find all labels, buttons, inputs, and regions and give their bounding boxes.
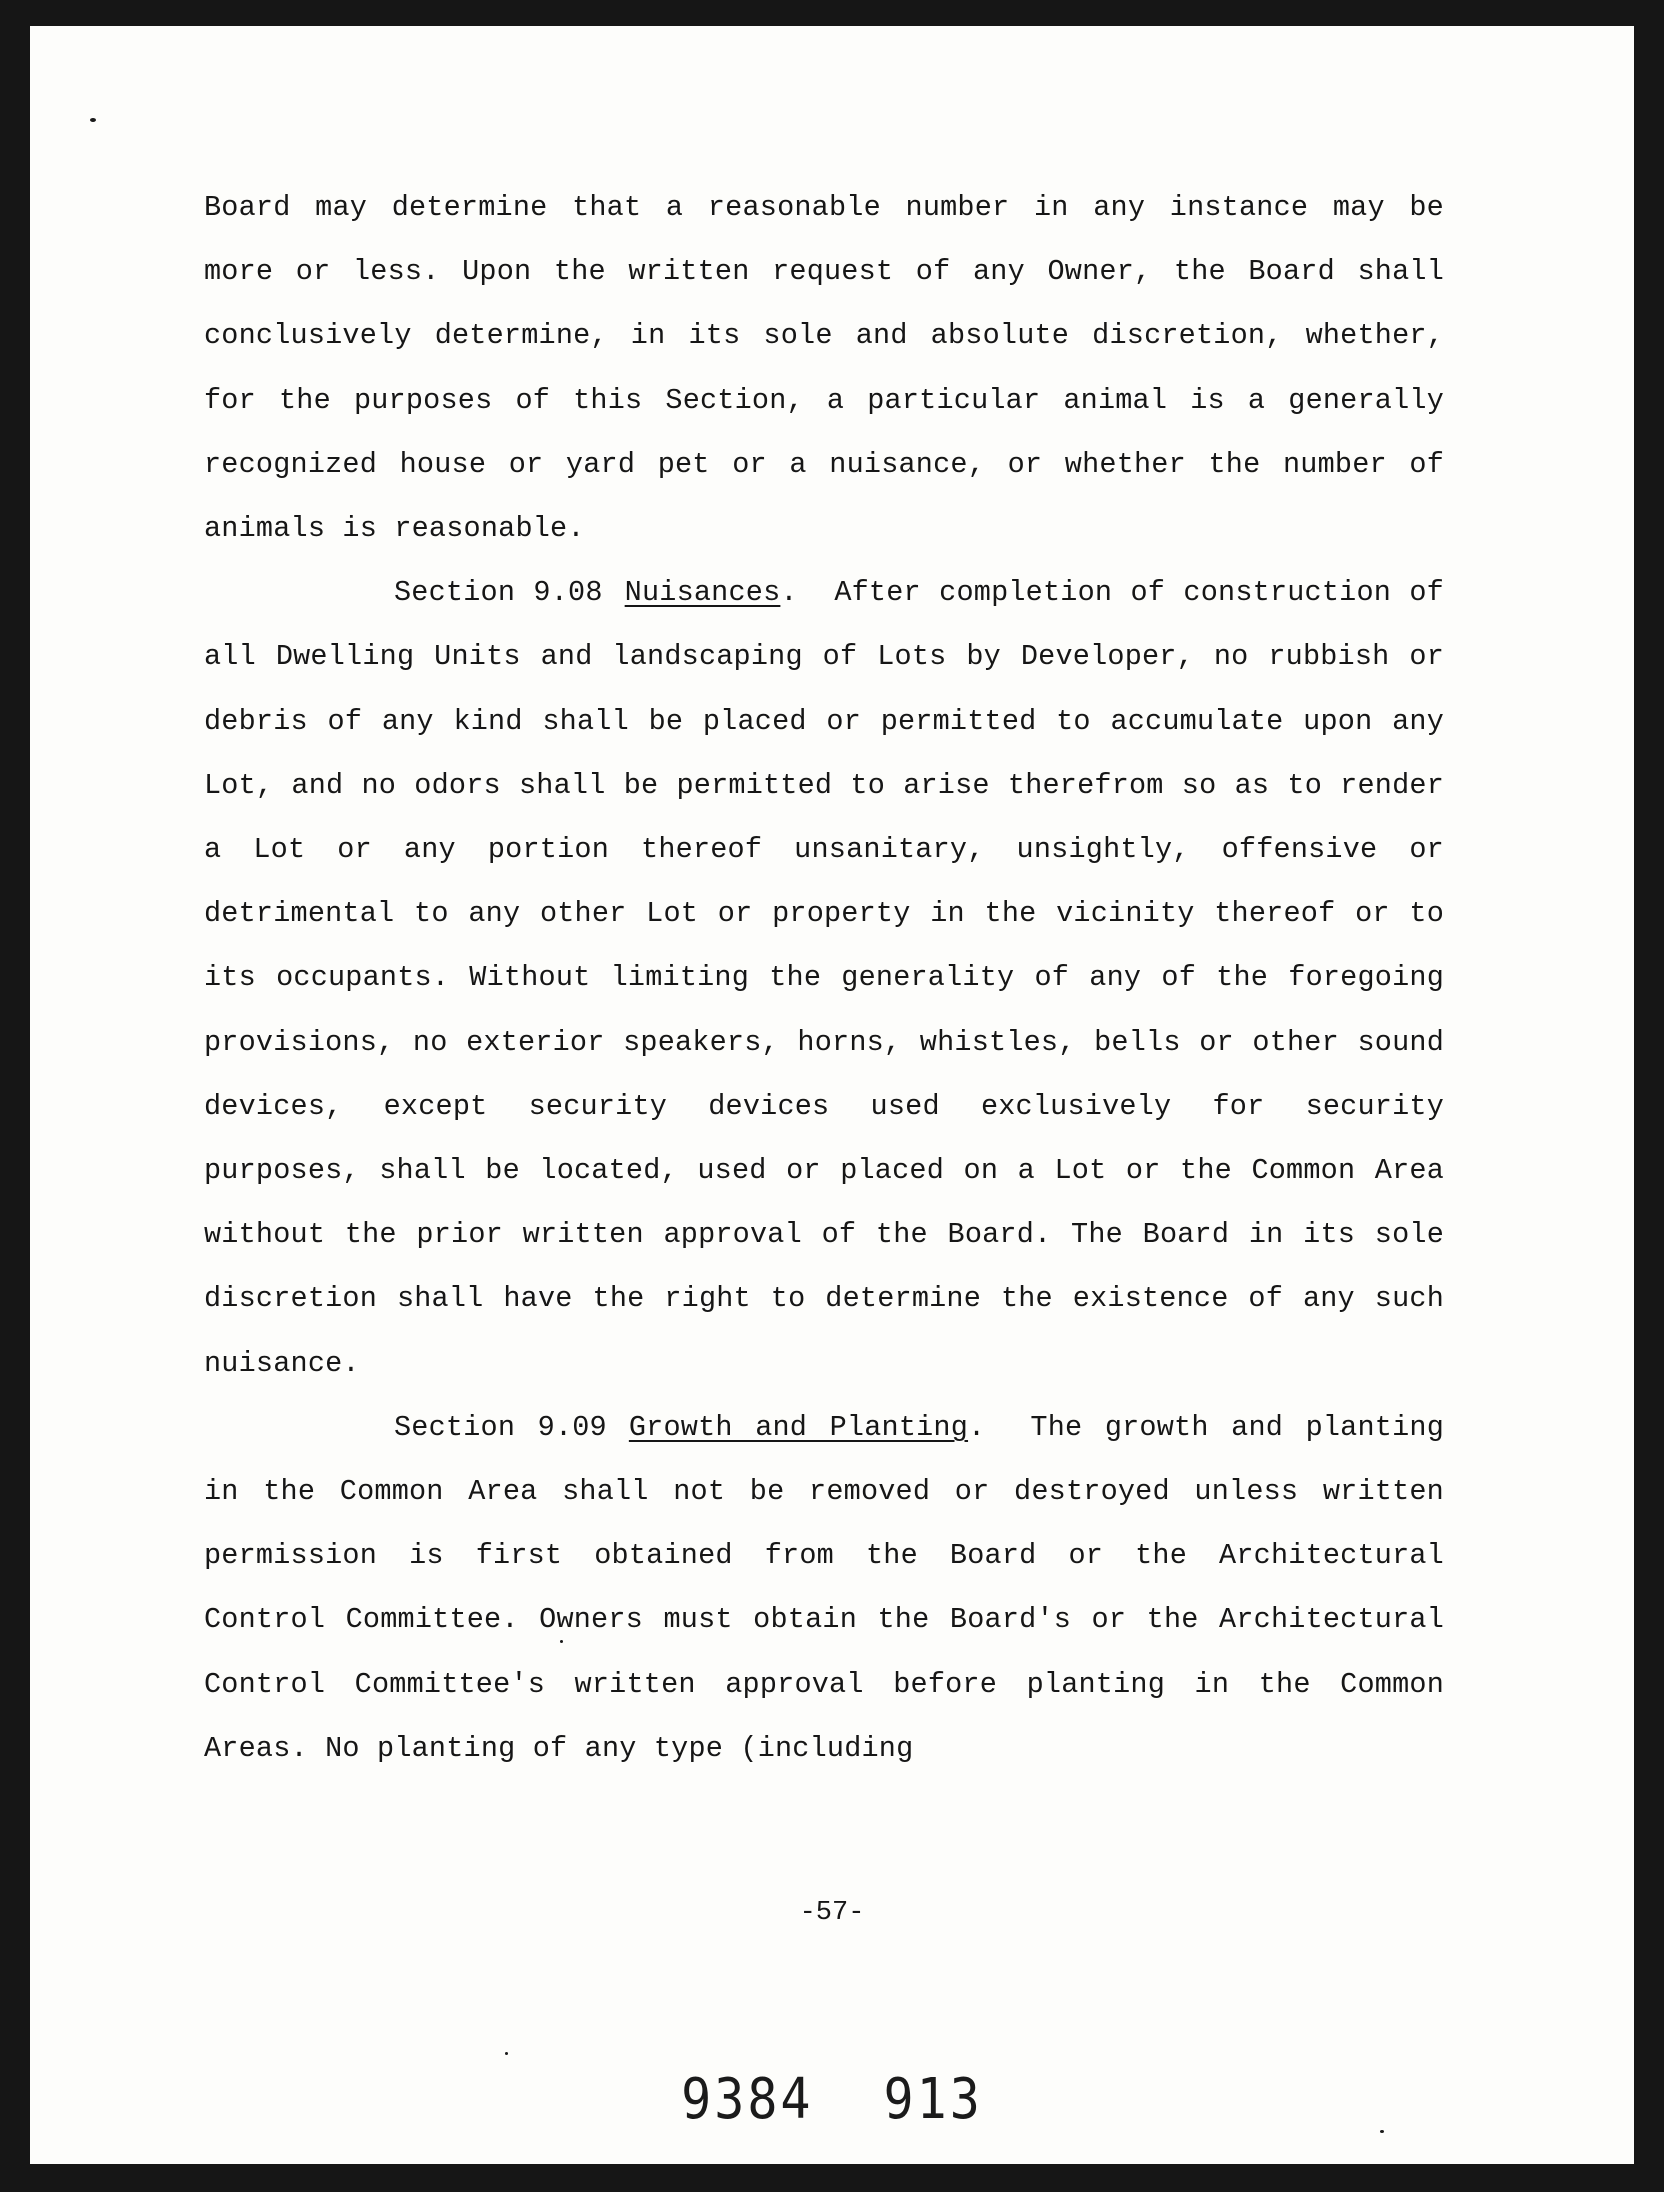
stamp-book-number: 9384 xyxy=(681,2066,814,2132)
section-number: Section 9.09 xyxy=(394,1410,607,1444)
section-body: After completion of construction of all Dwelling Units and landscaping of Lots by Developer, no rubbish or debris of any kind shall be placed or permitted to accumulate upon any Lot, and no odors shall be permitted to arise therefrom so as to render a Lot or any portion thereof unsanitary, unsightly, offensive or detrimental to any other Lot or property in the vicinity thereof or to its occupants. Without limiting the generality of any of the foregoing provisions, no exterior speakers, horns, whistles, bells or other sound devices, except security devices used exclusively for security purposes, shall be located, used or placed on a Lot or the Common Area without the prior written approval of the Board. The Board in its sole discretion shall have the right to determine the existence of any such nuisance. xyxy=(204,576,1444,1380)
intro-paragraph: Board may determine that a reasonable number in any instance may be more or less. Upon the written request of any Owner, the Board shall conclusively determine, in its sole and absolute discretion, whether, for the purposes of this Section, a particular animal is a generally recognized house or yard pet or a nuisance, or whether the number of animals is reasonable. xyxy=(204,191,1444,546)
stamp-page-number: 913 xyxy=(883,2066,983,2132)
section-body: The growth and planting in the Common Area shall not be removed or destroyed unless written permission is first obtained from the Board or the Architectural Control Committee. Owners must obtain the Board's or the Architectural Control Committee's written approval before planting in the Common Areas. No planting of any type (including xyxy=(204,1410,1444,1765)
section-9-08: Section 9.08 Nuisances. After completion of construction of all Dwelling Units and landscaping of Lots by Developer, no rubbish or debris of any kind shall be placed or permitted to accumulate upon any Lot, and no odors shall be permitted to arise therefrom so as to render a Lot or any portion thereof unsanitary, unsightly, offensive or detrimental to any other Lot or property in the vicinity thereof or to its occupants. Without limiting the generality of any of the foregoing provisions, no exterior speakers, horns, whistles, bells or other sound devices, except security devices used exclusively for security purposes, shall be located, used or placed on a Lot or the Common Area without the prior written approval of the Board. The Board in its sole discretion shall have the right to determine the existence of any such nuisance. xyxy=(204,576,1444,1380)
recording-stamp xyxy=(0,2067,1664,2132)
section-title: Growth and Planting xyxy=(628,1410,969,1444)
scan-speck xyxy=(90,118,96,122)
section-title: Nuisances xyxy=(624,576,781,610)
section-number: Section 9.08 xyxy=(394,576,603,610)
scan-speck xyxy=(505,2052,508,2055)
document-body xyxy=(204,176,1444,1781)
section-9-09: Section 9.09 Growth and Planting. The growth and planting in the Common Area shall not be removed or destroyed unless written permission is first obtained from the Board or the Architectural Control Committee. Owners must obtain the Board's or the Architectural Control Committee's written approval before planting in the Common Areas. No planting of any type (including xyxy=(204,1410,1444,1765)
page-number: -57- xyxy=(799,1898,865,1928)
